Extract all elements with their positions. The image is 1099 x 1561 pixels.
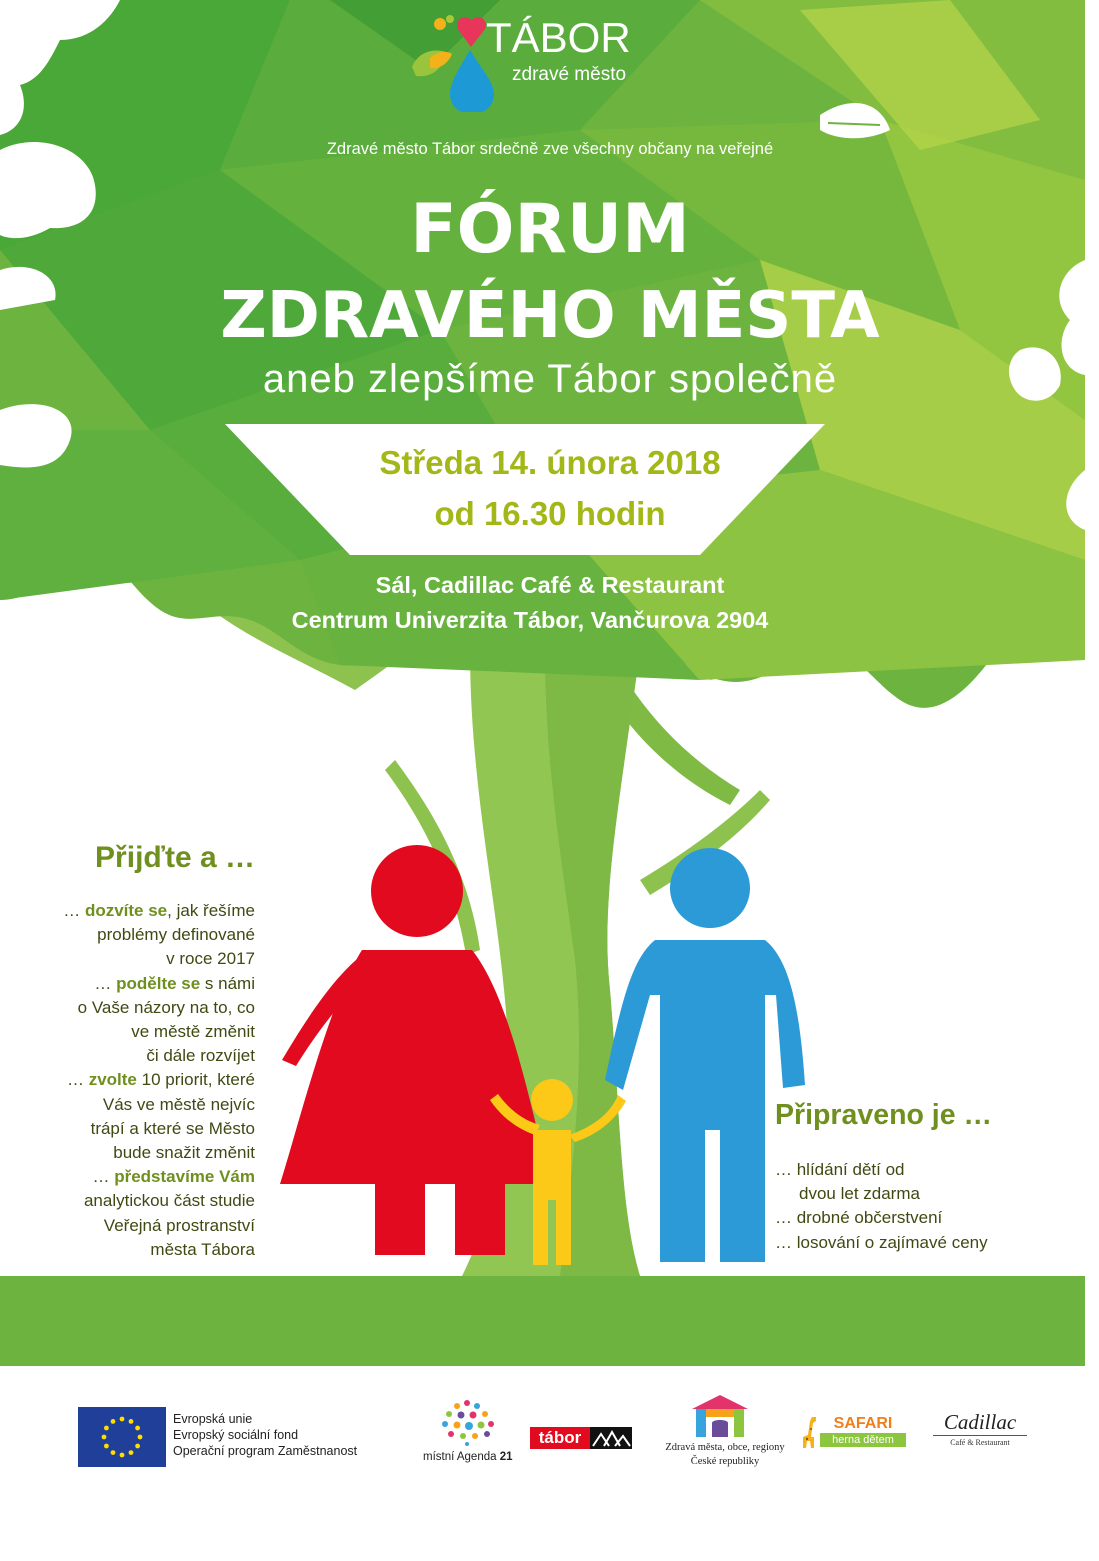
event-time: od 16.30 hodin: [434, 495, 666, 532]
prepared-heading: Připraveno je …: [775, 1099, 992, 1131]
venue-name: Sál, Cadillac Café & Restaurant: [375, 572, 725, 598]
come-heading: Přijďte a …: [95, 841, 255, 874]
come-line: ve městě změnit: [131, 1022, 255, 1042]
logo-name: TÁBOR: [486, 14, 631, 61]
healthy-cities-sponsor: [650, 1393, 800, 1473]
prepared-line: dvou let zdarma: [799, 1184, 920, 1204]
come-line: v roce 2017: [166, 949, 255, 969]
agenda21-sponsor: [415, 1398, 520, 1468]
ground-strip: [0, 1276, 1085, 1366]
agenda21-label: místní Agenda 21: [423, 1451, 513, 1463]
healthy-cities-line-2: České republiky: [690, 1456, 760, 1467]
come-line: bude snažit změnit: [113, 1143, 255, 1163]
subtitle: aneb zlepšíme Tábor společně: [262, 357, 838, 401]
title-line-2: ZDRAVÉHO MĚSTA: [220, 279, 880, 353]
come-line: … zvolte 10 priorit, které: [66, 1070, 255, 1090]
eu-line-2: Evropský sociální fond: [173, 1428, 299, 1442]
prepared-line: … drobné občerstvení: [775, 1208, 943, 1228]
house-icon: [690, 1393, 750, 1439]
come-line: … podělte se s námi: [94, 973, 255, 993]
come-line: … představíme Vám: [92, 1167, 255, 1187]
come-line: problémy definované: [97, 925, 255, 945]
come-line: či dále rozvíjet: [146, 1046, 255, 1066]
come-line: Veřejná prostranství: [103, 1215, 255, 1235]
tabor-logo: [408, 12, 648, 120]
safari-top: SAFARI: [833, 1415, 893, 1432]
come-line: trápí a které se Město: [90, 1118, 255, 1138]
event-date: Středa 14. února 2018: [379, 444, 721, 481]
come-line: Vás ve městě nejvíc: [102, 1094, 255, 1114]
safari-bottom: herna dětem: [820, 1433, 906, 1447]
logo-subtitle: zdravé město: [512, 64, 627, 85]
eu-line-3: Operační program Zaměstnanost: [173, 1444, 358, 1458]
prepared-line: … losování o zajímavé ceny: [775, 1232, 988, 1252]
venue-address: Centrum Univerzita Tábor, Vančurova 2904: [291, 607, 769, 633]
logo-heart-icon: [457, 17, 486, 47]
tabor-crest-icon: [590, 1427, 632, 1449]
come-line: města Tábora: [150, 1239, 255, 1259]
come-list: [10, 899, 255, 1262]
safari-sponsor: [798, 1415, 906, 1449]
cadillac-name: Cadillac: [943, 1410, 1017, 1434]
healthy-cities-line-1: Zdravá města, obce, regiony: [665, 1442, 785, 1453]
giraffe-icon: [798, 1415, 820, 1449]
cadillac-sponsor: [925, 1410, 1035, 1450]
cadillac-sub: Café & Restaurant: [950, 1438, 1010, 1447]
eu-flag-icon: [78, 1407, 166, 1467]
prepared-line: … hlídání dětí od: [775, 1160, 905, 1179]
come-line: analytickou část studie: [83, 1191, 255, 1211]
prepared-list: [775, 1158, 1075, 1255]
come-line: … dozvíte se, jak řešíme: [63, 901, 255, 920]
agenda21-dots-icon: [437, 1398, 497, 1446]
cadillac-divider: [933, 1435, 1027, 1436]
eu-line-1: Evropská unie: [173, 1412, 253, 1426]
invitation-text: Zdravé město Tábor srdečně zve všechny občany na veřejné: [326, 140, 774, 158]
tabor-city-name: tábor: [530, 1427, 590, 1449]
title-line-1: FÓRUM: [410, 190, 690, 269]
come-line: o Vaše názory na to, co: [77, 997, 255, 1017]
tabor-city-sponsor: [530, 1427, 632, 1449]
eu-sponsor: [78, 1407, 398, 1467]
